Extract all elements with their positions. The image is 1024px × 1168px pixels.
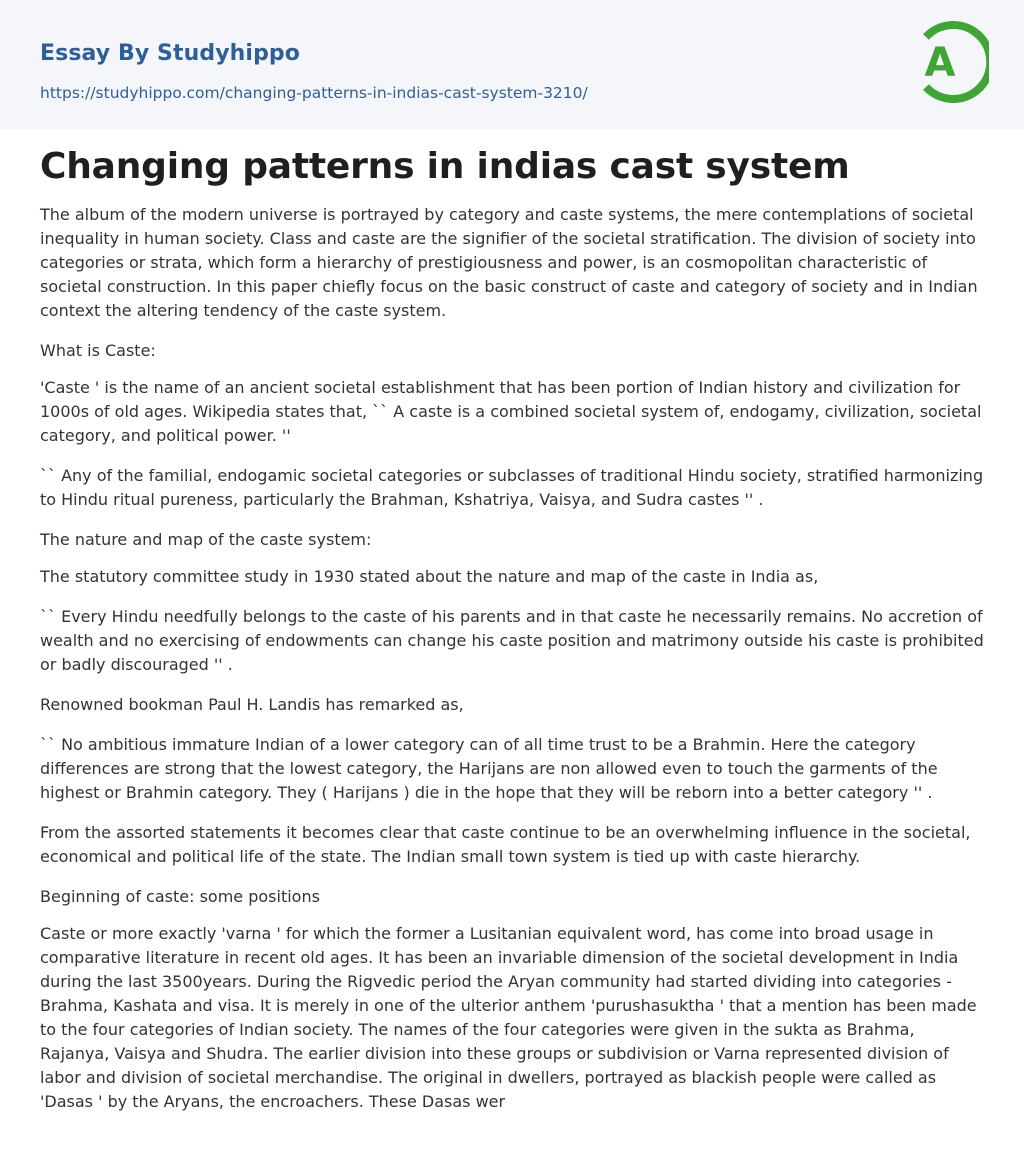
page-title: Changing patterns in indias cast system <box>40 146 850 187</box>
article-content <box>40 143 988 1130</box>
landis-quote-paragraph: `` No ambitious immature Indian of a lower category can of all time trust to be a Brahmin. Here the category differences are strong that the lowest category, the Harijans are non allowed even to touch the garments of the highest or Brahmin category. They ( Harijans ) die in the hope that they will be reborn into a better category '' . <box>40 735 938 802</box>
intro-paragraph: The album of the modern universe is portrayed by category and caste systems, the mere contemplations of societal inequality in human society. Class and caste are the signifier of the societal stratification. The division of society into categories or strata, which form a hierarchy of prestigiousness and power, is an cosmopolitan characteristic of societal construction. In this paper chiefly focus on the basic construct of caste and category of society and in Indian context the altering tendency of the caste system. <box>40 205 978 320</box>
section-heading-what-is-caste: What is Caste: <box>40 341 156 360</box>
studyhippo-logo-icon[interactable] <box>909 18 989 106</box>
committee-quote-paragraph: `` Every Hindu needfully belongs to the caste of his parents and in that caste he necessarily remains. No accretion of wealth and no exercising of endowments can change his caste position and matrimony outside his caste is prohibited or badly discouraged '' . <box>40 607 984 674</box>
caste-definition-paragraph: 'Caste ' is the name of an ancient societal establishment that has been portion of Indian history and civilization for 1000s of old ages. Wikipedia states that, `` A caste is a combined societal system of, endogamy, civilization, societal category, and political power. '' <box>40 378 982 445</box>
essay-url-link[interactable]: https://studyhippo.com/changing-patterns-in-indias-cast-system-3210/ <box>40 84 588 102</box>
statements-conclusion-paragraph: From the assorted statements it becomes clear that caste continue to be an overwhelming influence in the societal, economical and political life of the state. The Indian small town system is tied up with caste hierarchy. <box>40 823 971 866</box>
logo-letter: A <box>924 40 956 86</box>
committee-study-paragraph: The statutory committee study in 1930 stated about the nature and map of the caste in India as, <box>40 567 819 586</box>
brand-title[interactable]: Essay By Studyhippo <box>40 41 300 66</box>
caste-quote-paragraph: `` Any of the familial, endogamic societal categories or subclasses of traditional Hindu society, stratified harmonizing to Hindu ritual pureness, particularly the Brahman, Kshatriya, Vaisya, and Sudra castes '' . <box>40 466 984 509</box>
landis-intro-paragraph: Renowned bookman Paul H. Landis has remarked as, <box>40 695 464 714</box>
section-heading-nature-and-map: The nature and map of the caste system: <box>40 530 372 549</box>
section-heading-beginning-of-caste: Beginning of caste: some positions <box>40 887 320 906</box>
site-header <box>0 0 1024 129</box>
varna-history-paragraph: Caste or more exactly 'varna ' for which the former a Lusitanian equivalent word, has come into broad usage in comparative literature in recent old ages. It has been an invariable dimension of the societal development in India during the last 3500years. During the Rigvedic period the Aryan community had started dividing into categories - Brahma, Kashata and visa. It is merely in one of the ulterior anthem 'purushasuktha ' that a mention has been made to the four categories of Indian society. The names of the four categories were given in the sukta as Brahma, Rajanya, Vaisya and Shudra. The earlier division into these groups or subdivision or Varna represented division of labor and division of societal merchandise. The original in dwellers, portrayed as blackish people were called as 'Dasas ' by the Aryans, the encroachers. These Dasas wer <box>40 924 977 1111</box>
